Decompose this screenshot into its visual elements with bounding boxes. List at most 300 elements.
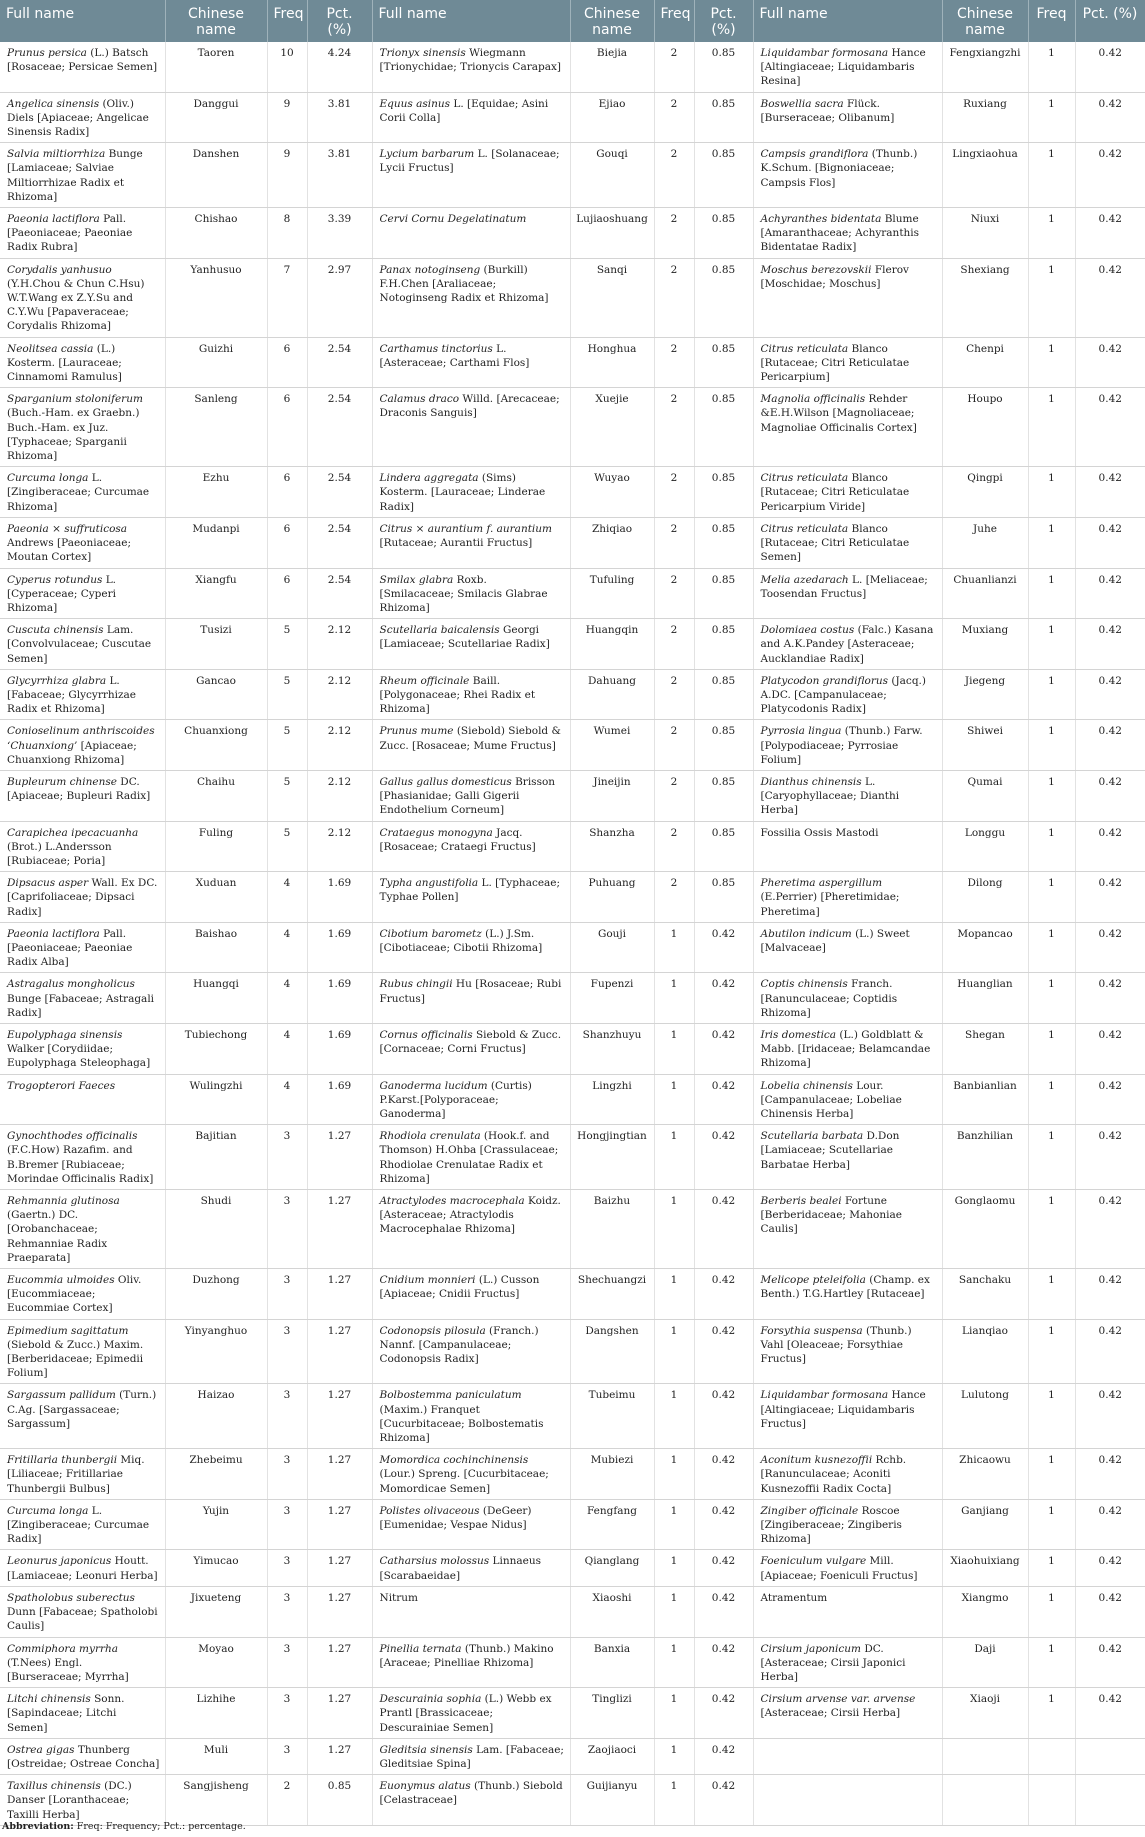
freq-cell: 2 <box>654 388 694 467</box>
pct-cell: 0.85 <box>694 872 753 923</box>
pct-cell: 0.42 <box>1075 1023 1145 1074</box>
family-and-drug: (T.Nees) Engl. [Burseraceae; Myrrha] <box>7 1656 129 1683</box>
freq-cell: 3 <box>267 1384 307 1449</box>
chinese-name-cell: Xiaohuixiang <box>942 1550 1028 1586</box>
pct-cell <box>1075 1775 1145 1826</box>
family-and-drug: (Sims) Kosterm. [Lauraceae; Linderae Radix] <box>379 472 546 513</box>
freq-cell: 6 <box>267 388 307 467</box>
freq-cell: 1 <box>1028 1074 1075 1125</box>
full-name-cell <box>753 1125 942 1190</box>
table-row <box>0 872 1145 923</box>
chinese-name-cell: Qumai <box>942 770 1028 821</box>
pct-cell <box>1075 1738 1145 1774</box>
full-name-cell <box>372 1775 570 1826</box>
freq-cell: 1 <box>1028 821 1075 872</box>
header-pct: Pct. (%) <box>307 0 372 42</box>
chinese-name-cell: Banzhilian <box>942 1125 1028 1190</box>
freq-cell: 5 <box>267 619 307 670</box>
pct-cell: 1.27 <box>307 1384 372 1449</box>
full-name-cell <box>0 1269 165 1320</box>
family-and-drug: (Burkill) F.H.Chen [Araliaceae; Notoginseng Radix et Rhizoma] <box>379 263 549 305</box>
full-name-cell <box>372 92 570 143</box>
family-and-drug: Sonn. [Sapindaceae; Litchi Semen] <box>7 1693 125 1734</box>
pct-cell: 2.12 <box>307 669 372 720</box>
pct-cell: 0.42 <box>1075 1190 1145 1269</box>
family-and-drug: (Maxim.) Franquet [Cucurbitaceae; Bolbostematis Rhizoma] <box>379 1403 544 1445</box>
chinese-name-cell: Gouji <box>570 922 654 973</box>
pct-cell: 1.27 <box>307 1449 372 1500</box>
freq-cell: 1 <box>1028 1550 1075 1586</box>
pct-cell: 0.42 <box>694 1688 753 1739</box>
freq-cell: 5 <box>267 770 307 821</box>
header-pct: Pct. (%) <box>694 0 753 42</box>
pct-cell: 0.42 <box>1075 208 1145 259</box>
family-and-drug: Miq. [Liliaceae; Fritillariae Thunbergii Bulbus] <box>7 1454 145 1495</box>
family-and-drug: L. [Meliaceae; Toosendan Fructus] <box>760 573 928 600</box>
family-and-drug: (Curtis) P.Karst.[Polyporaceae; Ganoderma] <box>379 1079 532 1120</box>
species-name: Typha angustifolia <box>379 877 479 890</box>
species-name: Citrus reticulata <box>760 472 849 485</box>
family-and-drug: L. [Equidae; Asini Corii Colla] <box>379 97 549 124</box>
family-and-drug: L. [Zingiberaceae; Curcumae Radix] <box>7 1504 150 1546</box>
full-name-cell <box>372 720 570 771</box>
freq-cell: 1 <box>654 1550 694 1586</box>
species-name: Prunus mume <box>379 725 454 738</box>
pct-cell: 0.42 <box>694 1499 753 1550</box>
chinese-name-cell: Lujiaoshuang <box>570 208 654 259</box>
table-row <box>0 337 1145 388</box>
full-name-cell <box>372 821 570 872</box>
chinese-name-cell: Huangqi <box>165 973 267 1024</box>
chinese-name-cell: Hongjingtian <box>570 1125 654 1190</box>
freq-cell: 2 <box>654 669 694 720</box>
pct-cell: 0.42 <box>694 1269 753 1320</box>
freq-cell: 1 <box>654 1775 694 1826</box>
pct-cell: 0.42 <box>1075 1269 1145 1320</box>
chinese-name-cell: Ejiao <box>570 92 654 143</box>
freq-cell: 1 <box>654 973 694 1024</box>
chinese-name-cell: Xiangfu <box>165 568 267 619</box>
species-name: Astragalus mongholicus <box>7 978 135 991</box>
table-row <box>0 922 1145 973</box>
species-name: Rhodiola crenulata <box>379 1130 481 1143</box>
full-name-cell <box>0 1074 165 1125</box>
family-and-drug: Blanco [Rutaceae; Citri Reticulatae Pericarpium] <box>760 342 910 384</box>
pct-cell: 0.42 <box>1075 42 1145 92</box>
pct-cell: 0.42 <box>694 1319 753 1384</box>
full-name-cell <box>753 1499 942 1550</box>
species-name: Spatholobus suberectus <box>7 1591 135 1604</box>
full-name-cell <box>0 973 165 1024</box>
chinese-name-cell: Wulingzhi <box>165 1074 267 1125</box>
freq-cell: 1 <box>1028 1449 1075 1500</box>
chinese-name-cell: Shegan <box>942 1023 1028 1074</box>
full-name-cell <box>753 720 942 771</box>
full-name-cell <box>0 467 165 518</box>
table-row <box>0 258 1145 337</box>
pct-cell: 3.81 <box>307 143 372 208</box>
chinese-name-cell: Dangshen <box>570 1319 654 1384</box>
full-name-cell <box>0 1775 165 1826</box>
family-and-drug: Nitrum <box>379 1591 419 1604</box>
freq-cell: 4 <box>267 973 307 1024</box>
table-row <box>0 1125 1145 1190</box>
full-name-cell <box>0 872 165 923</box>
footnote-label: Abbreviation: <box>2 1821 74 1832</box>
table-row <box>0 1023 1145 1074</box>
family-and-drug: Flerov [Moschidae; Moschus] <box>760 263 909 290</box>
full-name-cell <box>753 872 942 923</box>
pct-cell: 0.42 <box>1075 258 1145 337</box>
pct-cell: 0.42 <box>1075 922 1145 973</box>
freq-cell: 3 <box>267 1499 307 1550</box>
table-row <box>0 92 1145 143</box>
full-name-cell <box>0 770 165 821</box>
full-name-cell <box>753 1074 942 1125</box>
species-name: Pyrrosia lingua <box>760 725 842 738</box>
species-name: Salvia miltiorrhiza <box>7 148 106 161</box>
family-and-drug: (L.) Goldblatt & Mabb. [Iridaceae; Belamcandae Rhizoma] <box>760 1028 931 1070</box>
full-name-cell <box>0 1125 165 1190</box>
full-name-cell <box>753 922 942 973</box>
full-name-cell <box>0 388 165 467</box>
freq-cell: 2 <box>654 619 694 670</box>
chinese-name-cell: Shexiang <box>942 258 1028 337</box>
family-and-drug: Linnaeus [Scarabaeidae] <box>379 1555 542 1582</box>
full-name-cell <box>372 973 570 1024</box>
species-name: Atractylodes macrocephala <box>379 1195 525 1208</box>
freq-cell: 1 <box>1028 1384 1075 1449</box>
freq-cell: 1 <box>654 1319 694 1384</box>
family-and-drug: Brisson [Phasianidae; Galli Gigerii Endothelium Corneum] <box>379 775 556 817</box>
pct-cell: 2.97 <box>307 258 372 337</box>
family-and-drug: L. [Asteraceae; Carthami Flos] <box>379 342 530 369</box>
chinese-name-cell: Gonglaomu <box>942 1190 1028 1269</box>
chinese-name-cell: Ezhu <box>165 467 267 518</box>
full-name-cell <box>753 1023 942 1074</box>
freq-cell: 2 <box>654 258 694 337</box>
freq-cell: 1 <box>1028 258 1075 337</box>
species-name: Cornus officinalis <box>379 1028 473 1041</box>
chinese-name-cell: Zhebeimu <box>165 1449 267 1500</box>
freq-cell: 1 <box>1028 1319 1075 1384</box>
species-name: Bupleurum chinense <box>7 775 117 788</box>
family-and-drug: D.Don [Lamiaceae; Scutellariae Barbatae Herba] <box>760 1130 900 1171</box>
chinese-name-cell: Sanchaku <box>942 1269 1028 1320</box>
full-name-cell <box>0 1499 165 1550</box>
table-row <box>0 770 1145 821</box>
pct-cell: 0.85 <box>694 92 753 143</box>
freq-cell: 1 <box>1028 467 1075 518</box>
species-name: Smilax glabra <box>379 573 454 586</box>
header-chinese-name: Chinese name <box>165 0 267 42</box>
chinese-name-cell: Biejia <box>570 42 654 92</box>
pct-cell: 0.85 <box>694 770 753 821</box>
header-pct: Pct. (%) <box>1075 0 1145 42</box>
family-and-drug: L. [Caryophyllaceae; Dianthi Herba] <box>760 775 900 817</box>
freq-cell: 7 <box>267 258 307 337</box>
pct-cell: 1.27 <box>307 1499 372 1550</box>
header-chinese-name: Chinese name <box>942 0 1028 42</box>
full-name-cell <box>0 720 165 771</box>
chinese-name-cell: Yujin <box>165 1499 267 1550</box>
freq-cell: 1 <box>1028 669 1075 720</box>
pct-cell: 2.12 <box>307 770 372 821</box>
table-row <box>0 821 1145 872</box>
family-and-drug: Pall. [Paeoniaceae; Paeoniae Radix Alba] <box>7 927 133 969</box>
family-and-drug: Atramentum <box>760 1591 828 1604</box>
full-name-cell <box>372 1023 570 1074</box>
chinese-name-cell: Lizhihe <box>165 1688 267 1739</box>
chinese-name-cell: Xuejie <box>570 388 654 467</box>
table-row <box>0 1688 1145 1739</box>
species-name: Polistes olivaceous <box>379 1504 480 1517</box>
species-name: Sargassum pallidum <box>7 1389 116 1402</box>
pct-cell: 0.42 <box>694 1449 753 1500</box>
freq-cell: 1 <box>654 1023 694 1074</box>
freq-cell: 1 <box>1028 1637 1075 1688</box>
species-name: Rehmannia glutinosa <box>7 1195 120 1208</box>
family-and-drug: (Siebold) Siebold & Zucc. [Rosaceae; Mume Fructus] <box>379 725 561 752</box>
freq-cell: 1 <box>1028 1023 1075 1074</box>
full-name-cell <box>0 568 165 619</box>
chinese-name-cell: Juhe <box>942 517 1028 568</box>
family-and-drug: (L.) Batsch [Rosaceae; Persicae Semen] <box>7 47 158 74</box>
pct-cell: 0.42 <box>1075 872 1145 923</box>
freq-cell: 1 <box>1028 568 1075 619</box>
chinese-name-cell: Shanzha <box>570 821 654 872</box>
chinese-name-cell: Shudi <box>165 1190 267 1269</box>
family-and-drug: [Apiaceae; Chuanxiong Rhizoma] <box>7 739 137 766</box>
family-and-drug: (F.C.How) Razafim. and B.Bremer [Rubiaceae; Morindae Officinalis Radix] <box>7 1144 154 1185</box>
species-name: Glycyrrhiza glabra <box>7 674 107 687</box>
freq-cell: 4 <box>267 922 307 973</box>
chinese-name-cell: Chishao <box>165 208 267 259</box>
full-name-cell <box>753 1190 942 1269</box>
chinese-name-cell: Danggui <box>165 92 267 143</box>
pct-cell: 0.85 <box>307 1775 372 1826</box>
family-and-drug: Koidz. [Asteraceae; Atractylodis Macrocephalae Rhizoma] <box>379 1195 561 1236</box>
freq-cell: 1 <box>654 1637 694 1688</box>
full-name-cell <box>372 1319 570 1384</box>
freq-cell: 2 <box>654 337 694 388</box>
full-name-cell <box>372 922 570 973</box>
family-and-drug: Pall. [Paeoniaceae; Paeoniae Radix Rubra] <box>7 213 133 254</box>
full-name-cell <box>0 1550 165 1586</box>
family-and-drug: (Hook.f. and Thomson) H.Ohba [Crassulaceae; Rhodiolae Crenulatae Radix et Rhizoma] <box>379 1130 559 1185</box>
full-name-cell <box>0 1637 165 1688</box>
chinese-name-cell: Haizao <box>165 1384 267 1449</box>
family-and-drug: Hance [Altingiaceae; Liquidambaris Resina] <box>760 47 926 88</box>
species-name: Curcuma longa <box>7 1504 89 1517</box>
family-and-drug: Lour. [Campanulaceae; Lobeliae Chinensis Herba] <box>760 1079 902 1120</box>
full-name-cell <box>753 337 942 388</box>
full-name-cell <box>753 1449 942 1500</box>
chinese-name-cell: Tinglizi <box>570 1688 654 1739</box>
full-name-cell <box>372 143 570 208</box>
species-name: Crataegus monogyna <box>379 826 493 839</box>
species-name: Paeonia lactiflora <box>7 213 100 226</box>
species-name: Carapichea ipecacuanha <box>7 826 139 839</box>
header-freq: Freq <box>654 0 694 42</box>
freq-cell: 5 <box>267 669 307 720</box>
full-name-cell <box>0 1688 165 1739</box>
pct-cell: 1.69 <box>307 922 372 973</box>
freq-cell: 2 <box>654 821 694 872</box>
full-name-cell <box>372 1384 570 1449</box>
species-name: Lindera aggregata <box>379 472 479 485</box>
chinese-name-cell: Guizhi <box>165 337 267 388</box>
chinese-name-cell: Banxia <box>570 1637 654 1688</box>
chinese-name-cell: Sangjisheng <box>165 1775 267 1826</box>
freq-cell <box>1028 1775 1075 1826</box>
freq-cell: 3 <box>267 1586 307 1637</box>
pct-cell: 0.42 <box>1075 1384 1145 1449</box>
full-name-cell <box>753 669 942 720</box>
pct-cell: 0.85 <box>694 467 753 518</box>
pct-cell: 2.12 <box>307 821 372 872</box>
family-and-drug: Lam. [Fabaceae; Gleditsiae Spina] <box>379 1743 564 1770</box>
header-chinese-name: Chinese name <box>570 0 654 42</box>
pct-cell: 0.85 <box>694 42 753 92</box>
freq-cell: 3 <box>267 1550 307 1586</box>
chinese-name-cell: Lingxiaohua <box>942 143 1028 208</box>
freq-cell: 1 <box>654 922 694 973</box>
freq-cell: 1 <box>654 1738 694 1774</box>
family-and-drug: Blanco [Rutaceae; Citri Reticulatae Semen] <box>760 522 910 564</box>
full-name-cell <box>372 1190 570 1269</box>
family-and-drug: (Thunb.) Makino [Araceae; Pinelliae Rhizoma] <box>379 1642 554 1669</box>
full-name-cell <box>753 1269 942 1320</box>
full-name-cell <box>0 1738 165 1774</box>
species-name: Angelica sinensis <box>7 97 100 110</box>
pct-cell: 0.42 <box>1075 388 1145 467</box>
chinese-name-cell: Xiaoshi <box>570 1586 654 1637</box>
species-name: Prunus persica <box>7 47 87 59</box>
freq-cell: 1 <box>1028 770 1075 821</box>
chinese-name-cell: Mopancao <box>942 922 1028 973</box>
species-name: Liquidambar formosana <box>760 47 889 59</box>
species-name: Gleditsia sinensis <box>379 1743 473 1756</box>
pct-cell: 1.27 <box>307 1269 372 1320</box>
pct-cell: 0.42 <box>1075 1586 1145 1637</box>
header-full-name: Full name <box>753 0 942 42</box>
table-row <box>0 1637 1145 1688</box>
pct-cell: 4.24 <box>307 42 372 92</box>
family-and-drug: Thunberg [Ostreidae; Ostreae Concha] <box>7 1743 160 1770</box>
chinese-name-cell: Zhiqiao <box>570 517 654 568</box>
species-name: Lycium barbarum <box>379 148 475 161</box>
family-and-drug: (DeGeer) [Eumenidae; Vespae Nidus] <box>379 1504 532 1532</box>
pct-cell: 2.54 <box>307 568 372 619</box>
chinese-name-cell: Qingpi <box>942 467 1028 518</box>
species-name: Catharsius molossus <box>379 1555 490 1568</box>
full-name-cell <box>372 1738 570 1774</box>
pct-cell: 0.42 <box>694 1384 753 1449</box>
freq-cell: 1 <box>1028 1499 1075 1550</box>
full-name-cell <box>753 770 942 821</box>
table-row <box>0 1499 1145 1550</box>
header-freq: Freq <box>267 0 307 42</box>
species-name: Litchi chinensis <box>7 1693 91 1706</box>
freq-cell: 1 <box>654 1269 694 1320</box>
species-name: Scutellaria baicalensis <box>379 624 500 637</box>
pct-cell: 0.42 <box>694 973 753 1024</box>
pct-cell: 0.85 <box>694 517 753 568</box>
table-row <box>0 1586 1145 1637</box>
chinese-name-cell: Tusizi <box>165 619 267 670</box>
chinese-name-cell: Dahuang <box>570 669 654 720</box>
chinese-name-cell: Huangqin <box>570 619 654 670</box>
chinese-name-cell: Yimucao <box>165 1550 267 1586</box>
family-and-drug: Wall. Ex DC. [Caprifoliaceae; Dipsaci Radix] <box>7 877 158 918</box>
family-and-drug: [Rutaceae; Aurantii Fructus] <box>379 537 533 550</box>
family-and-drug: (DC.) Danser [Loranthaceae; Taxilli Herba] <box>7 1780 132 1821</box>
pct-cell: 0.42 <box>1075 568 1145 619</box>
chinese-name-cell: Puhuang <box>570 872 654 923</box>
species-name: Zingiber officinale <box>760 1504 859 1517</box>
pct-cell: 0.42 <box>1075 1125 1145 1190</box>
pct-cell: 0.42 <box>694 1550 753 1586</box>
species-name: Cibotium barometz <box>379 927 482 940</box>
freq-cell: 1 <box>1028 922 1075 973</box>
species-name: Curcuma longa <box>7 472 89 485</box>
chinese-name-cell: Banbianlian <box>942 1074 1028 1125</box>
freq-cell: 1 <box>1028 337 1075 388</box>
chinese-name-cell: Houpo <box>942 388 1028 467</box>
freq-cell: 1 <box>1028 1586 1075 1637</box>
freq-cell: 2 <box>654 467 694 518</box>
full-name-cell <box>372 1499 570 1550</box>
full-name-cell <box>372 258 570 337</box>
family-and-drug: Rchb.[Ranunculaceae; Aconiti Kusnezoffii Radix Cocta] <box>760 1454 907 1495</box>
chinese-name-cell: Shanzhuyu <box>570 1023 654 1074</box>
chinese-name-cell <box>942 1775 1028 1826</box>
freq-cell: 1 <box>1028 1190 1075 1269</box>
full-name-cell <box>0 143 165 208</box>
freq-cell: 2 <box>654 143 694 208</box>
pct-cell: 2.12 <box>307 720 372 771</box>
species-name: Eucommia ulmoides <box>7 1274 115 1287</box>
full-name-cell <box>753 1775 942 1826</box>
pct-cell: 0.42 <box>1075 1449 1145 1500</box>
species-name: Gallus gallus domesticus <box>379 775 512 788</box>
pct-cell: 1.69 <box>307 872 372 923</box>
family-and-drug: (Thunb.) Siebold [Celastraceae] <box>379 1780 563 1807</box>
full-name-cell <box>0 1586 165 1637</box>
species-name: Pinellia ternata <box>379 1642 462 1655</box>
chinese-name-cell: Shiwei <box>942 720 1028 771</box>
pct-cell: 0.42 <box>1075 821 1145 872</box>
full-name-cell <box>372 1269 570 1320</box>
full-name-cell <box>372 42 570 92</box>
family-and-drug: (L.) Sweet [Malvaceae] <box>760 927 910 954</box>
freq-cell: 1 <box>654 1190 694 1269</box>
pct-cell: 0.42 <box>694 1125 753 1190</box>
freq-cell: 2 <box>267 1775 307 1826</box>
pct-cell: 1.69 <box>307 1074 372 1125</box>
chinese-name-cell: Chuanxiong <box>165 720 267 771</box>
family-and-drug: L. [Cyperaceae; Cyperi Rhizoma] <box>7 573 117 614</box>
table-row <box>0 208 1145 259</box>
species-name: Ganoderma lucidum <box>379 1079 488 1092</box>
chinese-name-cell: Mubiezi <box>570 1449 654 1500</box>
pct-cell: 2.54 <box>307 388 372 467</box>
full-name-cell <box>372 1074 570 1125</box>
family-and-drug: Houtt. [Lamiaceae; Leonuri Herba] <box>7 1555 158 1582</box>
freq-cell: 1 <box>1028 1269 1075 1320</box>
chinese-name-cell: Lianqiao <box>942 1319 1028 1384</box>
